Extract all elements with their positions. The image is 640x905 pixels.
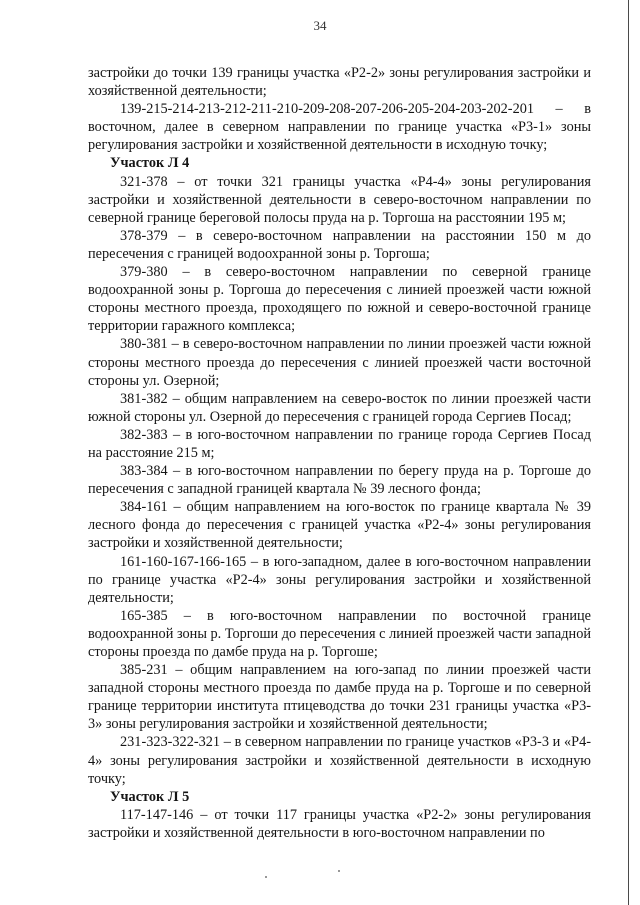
paragraph: 381-382 – общим направлением на северо-восток по линии проезжей части южной стороны ул. Озерной до пересечения с границей города Сергиев Посад;	[88, 390, 591, 425]
section-heading: Участок Л 4	[110, 155, 190, 172]
body-text	[88, 64, 591, 842]
scan-speck	[338, 870, 340, 872]
paragraph: 379-380 – в северо-восточном направлении по северной границе водоохранной зоны р. Торгоша до пересечения с линией проезжей части южной стороны местного проезда, проходящего по южной и северо-восточной границе территории гаражного комплекса;	[88, 264, 591, 335]
paragraph: 139-215-214-213-212-211-210-209-208-207-206-205-204-203-202-201 – в восточном, далее в северном направлении по границе участка «Р3-1» зоны регулирования застройки и хозяйственной деятельности в исходную точку;	[88, 101, 591, 154]
scan-speck	[265, 876, 267, 878]
paragraph: 380-381 – в северо-восточном направлении по линии проезжей части южной стороны местного проезда до пересечения с линией проезжей части восточной стороны ул. Озерной;	[88, 336, 591, 389]
paragraph: 117-147-146 – от точки 117 границы участка «Р2-2» зоны регулирования застройки и хозяйственной деятельности в юго-восточном направлении по	[88, 806, 591, 841]
scan-edge-line	[628, 0, 630, 905]
paragraph: 231-323-322-321 – в северном направлении по границе участков «Р3-3 и «Р4-4» зоны регулирования застройки и хозяйственной деятельности в исходную точку;	[88, 734, 591, 787]
paragraph: 165-385 – в юго-восточном направлении по восточной границе водоохранной зоны р. Торгоши до пересечения с линией проезжей части западной стороны проезда по дамбе пруда на р. Торгоше;	[88, 607, 591, 660]
paragraph: 321-378 – от точки 321 границы участка «Р4-4» зоны регулирования застройки и хозяйственной деятельности в северо-восточном направлении по северной границе береговой полосы пруда на р. Торгоша на расстоянии 195 м;	[88, 173, 591, 226]
page-number: 34	[313, 18, 327, 33]
paragraph: 382-383 – в юго-восточном направлении по границе города Сергиев Посад на расстояние 215 м;	[88, 426, 591, 461]
section-heading: Участок Л 5	[110, 788, 190, 805]
paragraph: застройки до точки 139 границы участка «Р2-2» зоны регулирования застройки и хозяйственной деятельности;	[88, 65, 591, 100]
paragraph: 384-161 – общим направлением на юго-восток по границе квартала № 39 лесного фонда до пересечения с границей участка «Р2-4» зоны регулирования застройки и хозяйственной деятельности;	[88, 499, 591, 552]
paragraph: 378-379 – в северо-восточном направлении на расстоянии 150 м до пересечения с границей водоохранной зоны р. Торгоша;	[88, 227, 591, 262]
paragraph: 161-160-167-166-165 – в юго-западном, далее в юго-восточном направлении по границе участка «Р2-4» зоны регулирования застройки и хозяйственной деятельности;	[88, 553, 591, 606]
paragraph: 383-384 – в юго-восточном направлении по берегу пруда на р. Торгоше до пересечения с западной границей квартала № 39 лесного фонда;	[88, 463, 591, 498]
paragraph: 385-231 – общим направлением на юго-запад по линии проезжей части западной стороны местного проезда по дамбе пруда на р. Торгоше и по северной границе территории института птицеводства до точки 231 границы участка «Р3-3» зоны регулирования застройки и хозяйственной деятельности;	[88, 662, 591, 733]
